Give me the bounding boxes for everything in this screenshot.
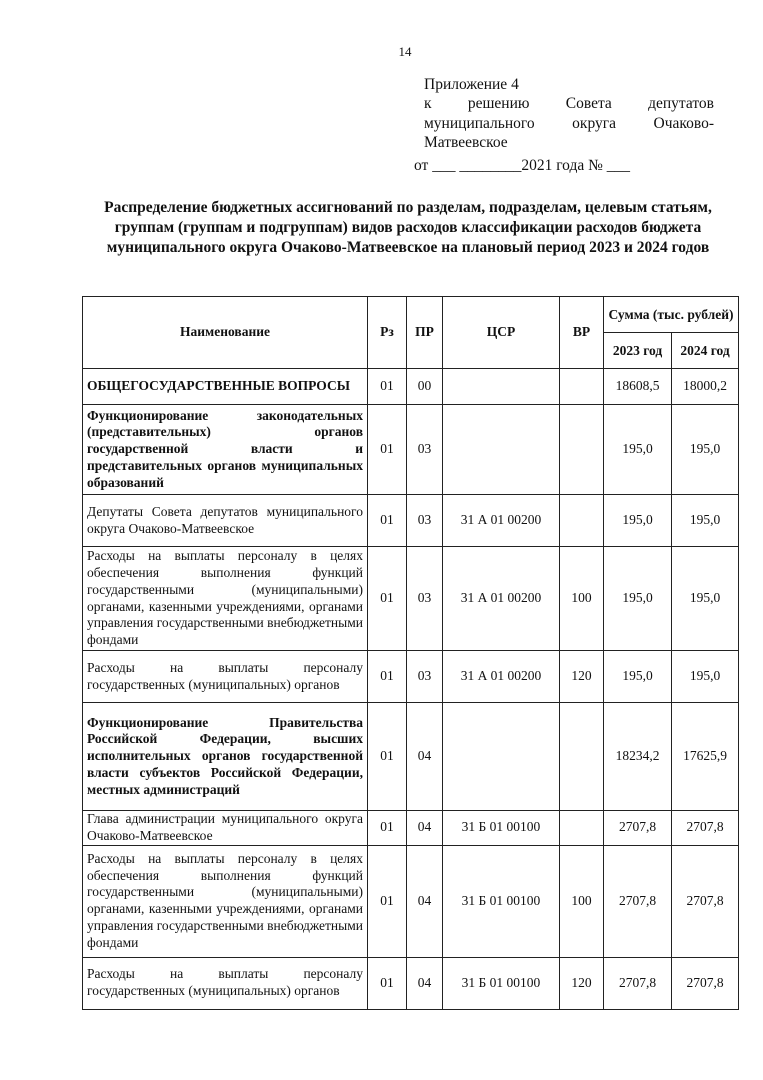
header-name: Наименование: [83, 297, 368, 369]
row-amount-2024-cell: 195,0: [672, 405, 739, 495]
row-csr-cell: [443, 703, 560, 811]
budget-table: [82, 296, 739, 1010]
appendix-date-line: от ___ ________2021 года № ___: [414, 157, 631, 174]
table-row: [83, 369, 739, 405]
row-amount-2024-cell: 17625,9: [672, 703, 739, 811]
appendix-line-4: Матвеевское: [424, 134, 508, 152]
row-amount-2023-cell: 195,0: [604, 547, 672, 651]
header-pr: ПР: [407, 297, 443, 369]
row-amount-2023-cell: 195,0: [604, 405, 672, 495]
row-rz-cell: 01: [368, 957, 407, 1009]
row-pr-cell: 04: [407, 845, 443, 957]
table-row: [83, 651, 739, 703]
row-vr-cell: [560, 703, 604, 811]
appendix-line-2: к решению Совета депутатов: [424, 95, 714, 113]
row-vr-cell: 100: [560, 547, 604, 651]
row-rz-cell: 01: [368, 845, 407, 957]
row-name-cell: Расходы на выплаты персоналу государственных (муниципальных) органов: [83, 957, 368, 1009]
row-csr-cell: 31 Б 01 00100: [443, 957, 560, 1009]
row-csr-cell: 31 Б 01 00100: [443, 845, 560, 957]
row-rz-cell: 01: [368, 405, 407, 495]
row-amount-2024-cell: 2707,8: [672, 811, 739, 846]
row-amount-2024-cell: 195,0: [672, 547, 739, 651]
row-amount-2024-cell: 195,0: [672, 495, 739, 547]
row-amount-2024-cell: 2707,8: [672, 845, 739, 957]
row-amount-2023-cell: 18234,2: [604, 703, 672, 811]
table-row: [83, 957, 739, 1009]
row-rz-cell: 01: [368, 369, 407, 405]
row-amount-2024-cell: 18000,2: [672, 369, 739, 405]
row-vr-cell: 100: [560, 845, 604, 957]
row-csr-cell: [443, 405, 560, 495]
table-row: [83, 811, 739, 846]
row-vr-cell: [560, 811, 604, 846]
row-pr-cell: 00: [407, 369, 443, 405]
row-vr-cell: 120: [560, 651, 604, 703]
table-row: [83, 495, 739, 547]
row-vr-cell: 120: [560, 957, 604, 1009]
appendix-line-1: Приложение 4: [424, 76, 519, 93]
row-pr-cell: 04: [407, 957, 443, 1009]
row-name-cell: Расходы на выплаты персоналу государственных (муниципальных) органов: [83, 651, 368, 703]
row-name-cell: ОБЩЕГОСУДАРСТВЕННЫЕ ВОПРОСЫ: [83, 369, 368, 405]
row-name-cell: Расходы на выплаты персоналу в целях обеспечения выполнения функций государственными (муниципальными) органами, казенными учреждениями, органами управления государственными внебюджетными фондами: [83, 845, 368, 957]
row-amount-2023-cell: 195,0: [604, 495, 672, 547]
table-row: [83, 703, 739, 811]
table-row: [83, 547, 739, 651]
row-csr-cell: 31 А 01 00200: [443, 651, 560, 703]
row-rz-cell: 01: [368, 651, 407, 703]
row-amount-2023-cell: 195,0: [604, 651, 672, 703]
header-rz: Рз: [368, 297, 407, 369]
row-pr-cell: 03: [407, 547, 443, 651]
header-csr: ЦСР: [443, 297, 560, 369]
header-year-2023: 2023 год: [604, 333, 672, 369]
row-name-cell: Глава администрации муниципального округа Очаково-Матвеевское: [83, 811, 368, 846]
row-amount-2023-cell: 2707,8: [604, 811, 672, 846]
row-amount-2023-cell: 2707,8: [604, 845, 672, 957]
appendix-line-3: муниципального округа Очаково-: [424, 114, 714, 132]
row-rz-cell: 01: [368, 495, 407, 547]
row-name-cell: Депутаты Совета депутатов муниципального округа Очаково-Матвеевское: [83, 495, 368, 547]
page-number: 14: [398, 44, 412, 59]
budget-table-body: [83, 369, 739, 1010]
table-row: [83, 845, 739, 957]
appendix-block: [424, 75, 714, 153]
row-vr-cell: [560, 405, 604, 495]
row-pr-cell: 04: [407, 703, 443, 811]
row-name-cell: Функционирование Правительства Российской Федерации, высших исполнительных органов государственной власти субъектов Российской Федерации, местных администраций: [83, 703, 368, 811]
row-amount-2024-cell: 195,0: [672, 651, 739, 703]
row-csr-cell: 31 А 01 00200: [443, 495, 560, 547]
row-pr-cell: 03: [407, 405, 443, 495]
table-row: [83, 405, 739, 495]
row-rz-cell: 01: [368, 811, 407, 846]
row-pr-cell: 04: [407, 811, 443, 846]
row-pr-cell: 03: [407, 651, 443, 703]
header-vr: ВР: [560, 297, 604, 369]
header-sum: Сумма (тыс. рублей): [604, 297, 739, 333]
row-vr-cell: [560, 495, 604, 547]
header-year-2024: 2024 год: [672, 333, 739, 369]
row-amount-2023-cell: 18608,5: [604, 369, 672, 405]
row-amount-2023-cell: 2707,8: [604, 957, 672, 1009]
row-rz-cell: 01: [368, 703, 407, 811]
row-pr-cell: 03: [407, 495, 443, 547]
row-csr-cell: [443, 369, 560, 405]
row-rz-cell: 01: [368, 547, 407, 651]
document-title: Распределение бюджетных ассигнований по разделам, подразделам, целевым статьям, группам (группам и подгруппам) видов расходов классификации расходов бюджета муниципального округа Очаково-Матвеевское на плановый период 2023 и 2024 годов: [104, 199, 712, 256]
row-name-cell: Расходы на выплаты персоналу в целях обеспечения выполнения функций государственными (муниципальными) органами, казенными учреждениями, органами управления государственными внебюджетными фондами: [83, 547, 368, 651]
row-amount-2024-cell: 2707,8: [672, 957, 739, 1009]
row-csr-cell: 31 Б 01 00100: [443, 811, 560, 846]
row-vr-cell: [560, 369, 604, 405]
row-name-cell: Функционирование законодательных (представительных) органов государственной власти и представительных органов муниципальных образований: [83, 405, 368, 495]
row-csr-cell: 31 А 01 00200: [443, 547, 560, 651]
